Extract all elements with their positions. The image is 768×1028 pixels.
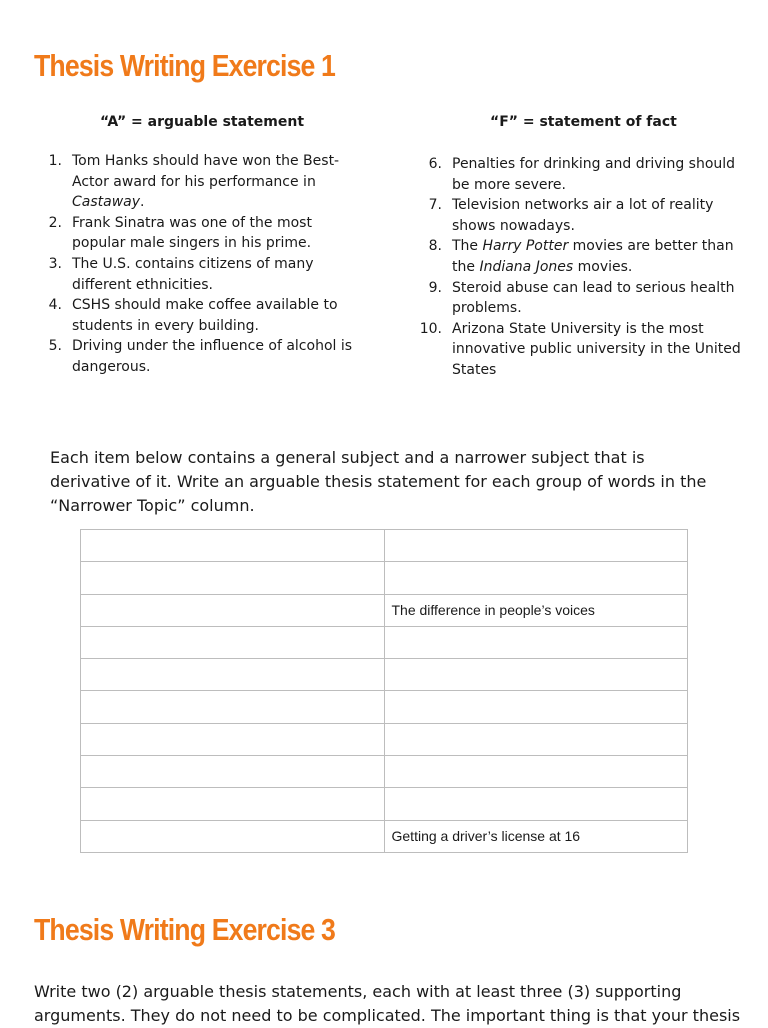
item-text: movies. [573,258,633,275]
statement-list-right [414,154,744,381]
exercise-2-instructions: Each item below contains a general subject and a narrower subject that is derivative of it. Write an arguable thesis statement for each group of words in the “Narrower Topic” column. [50,448,707,515]
item-text: Television networks air a lot of reality shows nowadays. [452,197,714,234]
topic-table [80,529,688,853]
list-item [414,195,744,236]
item-text: . [140,194,145,211]
narrower-topic-cell: The difference in people’s voices [384,594,688,626]
arguable-column-heading: “A” = arguable statement [100,114,305,130]
list-item [414,278,744,319]
item-number: 8. [428,238,442,255]
table-row [81,723,688,755]
statement-list-left [34,151,369,378]
list-item [414,154,744,195]
item-text: Frank Sinatra was one of the most popular male singers in his prime. [72,214,312,252]
list-item [414,236,744,277]
exercise-3-instructions: Write two (2) arguable thesis statements, each with at least three (3) supporting arguments. They do not need to be complicated. The important thing is that your thesis [34,982,741,1025]
item-title-italic: Indiana Jones [479,258,574,275]
table-row [81,562,688,594]
table-row [81,530,688,562]
list-item [34,254,369,295]
fact-column-heading: “F” = statement of fact [490,114,677,130]
list-item [34,295,369,336]
general-subject-cell [81,530,385,562]
general-subject-cell [81,756,385,788]
exercise-1-title: Thesis Writing Exercise 1 [34,48,336,83]
item-text: CSHS should make coffee available to students in every building. [72,297,338,334]
item-text: The [452,238,483,255]
table-row [81,788,688,820]
item-number: 10. [419,320,442,337]
item-number: 2. [48,214,62,231]
item-title-italic: Harry Potter [482,238,569,255]
general-subject-cell [81,594,385,626]
item-number: 3. [48,255,62,272]
item-number: 6. [428,156,442,172]
item-number: 1. [48,153,62,169]
item-number: 9. [428,279,442,296]
table-row [81,691,688,723]
item-text: The U.S. contains citizens of many different ethnicities. [72,255,314,293]
item-title-italic: Castaway [72,194,141,211]
narrower-topic-cell [384,756,688,788]
narrower-topic-cell [384,562,688,594]
table-row [81,756,688,788]
narrower-topic-cell [384,659,688,691]
general-subject-cell [81,820,385,852]
narrower-topic-cell [384,691,688,723]
item-text: Driving under the influence of alcohol is dangerous. [72,338,353,375]
item-number: 7. [428,197,442,214]
item-text: Tom Hanks should have won the Best-Actor award for his performance in [72,153,340,190]
item-number: 5. [48,338,62,355]
narrower-topic-cell [384,788,688,820]
item-text: Steroid abuse can lead to serious health problems. [452,279,735,317]
general-subject-cell [81,691,385,723]
item-text: Arizona State University is the most innovative public university in the United States [452,320,741,378]
item-number: 4. [48,297,62,314]
narrower-topic-cell [384,723,688,755]
general-subject-cell [81,659,385,691]
list-item [34,336,369,377]
narrower-topic-cell [384,626,688,658]
table-row [81,594,688,626]
table-row [81,626,688,658]
general-subject-cell [81,562,385,594]
exercise-3-title: Thesis Writing Exercise 3 [34,912,336,947]
general-subject-cell [81,788,385,820]
list-item [414,319,744,381]
table-row [81,820,688,852]
item-text: movies are better than the [452,238,734,275]
general-subject-cell [81,626,385,658]
table-row [81,659,688,691]
list-item [34,213,369,254]
narrower-topic-cell [384,530,688,562]
item-text: Penalties for drinking and driving should be more severe. [452,156,736,193]
general-subject-cell [81,723,385,755]
list-item [34,151,369,213]
narrower-topic-cell: Getting a driver’s license at 16 [384,820,688,852]
